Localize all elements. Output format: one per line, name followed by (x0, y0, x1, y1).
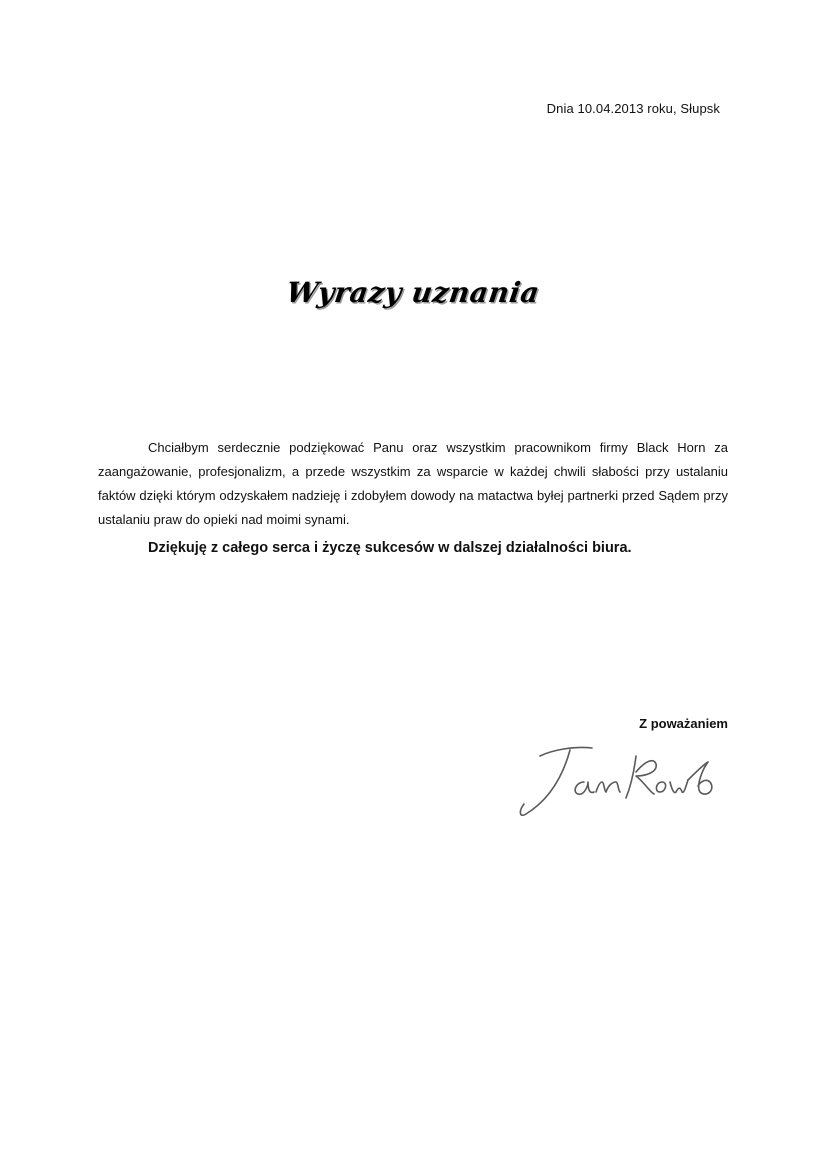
body-paragraph-text: Chciałbym serdecznie podziękować Panu oraz wszystkim pracownikom firmy Black Horn za zaangażowanie, profesjonalizm, a przede wszystkim za wsparcie w każdej chwili słabości przy ustalaniu faktów dzięki którym odzyskałem nadzieję i zdobyłem dowody na matactwa byłej partnerki przed Sądem przy ustalaniu praw do opieki nad moimi synami. (98, 440, 728, 527)
letter-title: Wyrazy uznania (284, 276, 542, 309)
thanks-line: Dziękuję z całego serca i życzę sukcesów w dalszej działalności biura. (148, 540, 632, 556)
closing-salutation: Z poważaniem (639, 716, 728, 731)
handwritten-signature (512, 742, 732, 822)
body-paragraph (98, 436, 728, 532)
date-line: Dnia 10.04.2013 roku, Słupsk (546, 101, 720, 116)
